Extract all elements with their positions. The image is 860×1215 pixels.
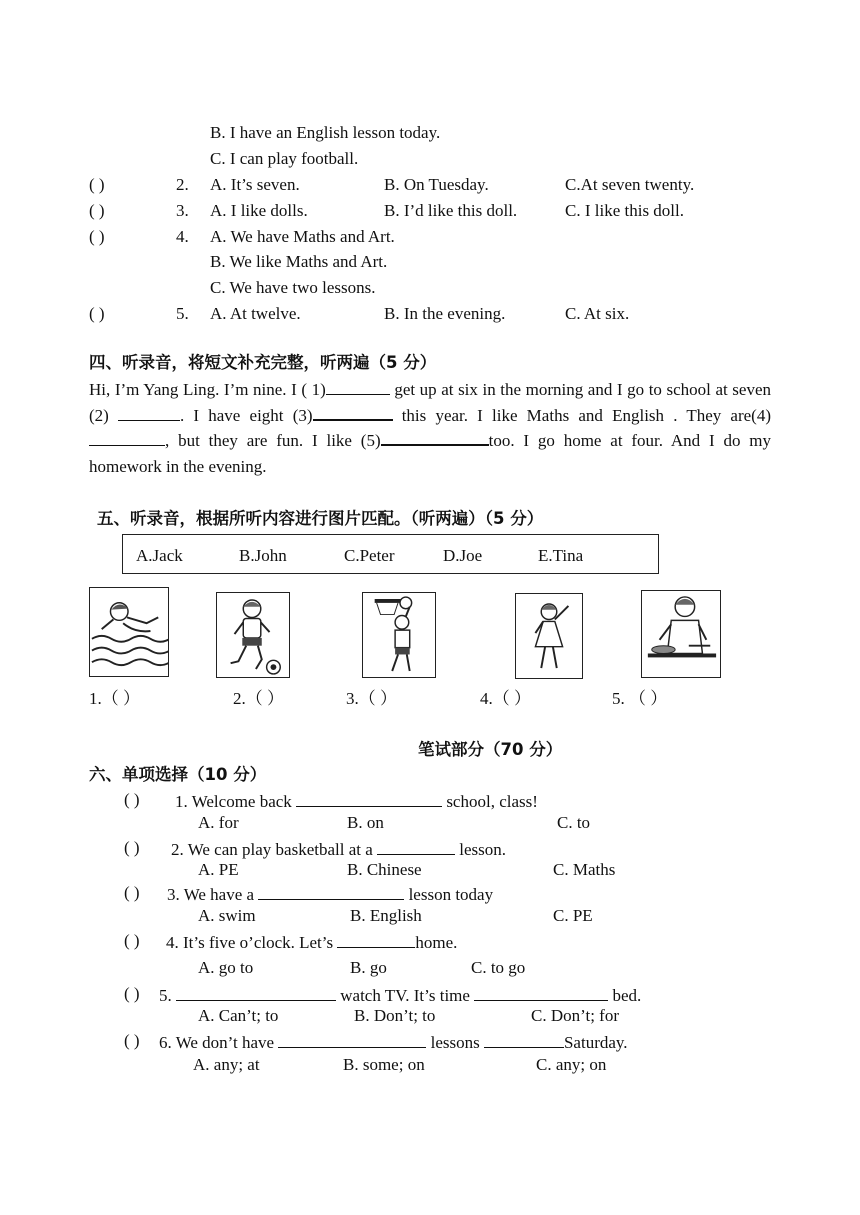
option-c: C.At seven twenty.	[565, 175, 695, 194]
option-a: A. It’s seven.	[210, 175, 300, 194]
answer-paren[interactable]: ( )	[89, 227, 105, 246]
answer-paren[interactable]: ( )	[124, 984, 140, 1003]
option-c: C. We have two lessons.	[210, 278, 376, 297]
section-5-heading: 五、听录音，根据所听内容进行图片匹配。（听两遍）（5 分）	[97, 509, 544, 528]
option-b: B. English	[350, 906, 422, 925]
cloze-text: get up at six in the morning and I go to school at seven (2)	[89, 380, 771, 425]
option-c: C. I like this doll.	[565, 201, 684, 220]
option-a: A. swim	[198, 906, 256, 925]
option-b: B. some; on	[343, 1055, 425, 1074]
option-a: A. for	[198, 813, 239, 832]
question-stem	[167, 883, 493, 905]
answer-paren[interactable]: ( )	[89, 304, 105, 323]
question-stem	[166, 931, 457, 953]
question-number: 4.	[176, 227, 189, 246]
option-a: A. Can’t; to	[198, 1006, 279, 1025]
q1-option-c: C. I can play football.	[210, 149, 359, 168]
stem-text: Saturday.	[563, 1033, 628, 1052]
option-c: C. At six.	[565, 304, 630, 323]
blank[interactable]	[176, 984, 336, 1001]
picture-answer-label[interactable]: 1.（ ）	[89, 689, 140, 708]
basketball-boy-icon	[362, 592, 436, 678]
answer-paren[interactable]: ( )	[124, 790, 140, 809]
blank-3[interactable]	[313, 403, 393, 421]
name-option: C.Peter	[344, 546, 395, 565]
stem-text: 5.	[159, 986, 176, 1005]
cloze-text: too. I go home at four. And I do my homework in the evening.	[89, 431, 771, 477]
answer-paren[interactable]: ( )	[124, 1031, 140, 1050]
option-b: B. Don’t; to	[354, 1006, 436, 1025]
name-option: A.Jack	[136, 546, 183, 565]
section-4-heading: 四、听录音，将短文补充完整，听两遍（5 分）	[89, 353, 437, 372]
stem-text: school, class!	[442, 792, 538, 811]
blank-1[interactable]	[326, 378, 390, 395]
written-part-title: 笔试部分（70 分）	[418, 740, 563, 759]
stem-text: 1. Welcome back	[175, 792, 297, 811]
cooking-man-icon	[641, 590, 721, 678]
option-a: A. go to	[198, 958, 254, 977]
cloze-text: Hi, I’m Yang Ling. I’m nine. I ( 1)	[89, 380, 326, 399]
swimming-boy-icon	[89, 587, 169, 677]
blank[interactable]	[258, 883, 404, 900]
answer-paren[interactable]: ( )	[124, 883, 140, 902]
option-b: B. I’d like this doll.	[384, 201, 518, 220]
question-stem	[159, 984, 641, 1006]
blank[interactable]	[484, 1031, 564, 1048]
option-c: C. Maths	[553, 860, 616, 879]
option-a: A. PE	[198, 860, 239, 879]
stem-text: 6. We don’t have	[159, 1033, 279, 1052]
answer-paren[interactable]: ( )	[124, 838, 140, 857]
picture-answer-label[interactable]: 2.（ ）	[233, 689, 284, 708]
option-b: B. On Tuesday.	[384, 175, 489, 194]
q1-option-b: B. I have an English lesson today.	[210, 123, 441, 142]
option-c: C. to go	[471, 958, 526, 977]
question-stem	[175, 790, 538, 812]
cloze-text: . I have eight (3)	[180, 405, 313, 425]
name-option: B.John	[239, 546, 287, 565]
option-a: A. any; at	[193, 1055, 260, 1074]
option-a: A. We have Maths and Art.	[210, 227, 395, 246]
option-b: B. We like Maths and Art.	[210, 252, 388, 271]
question-number: 5.	[176, 304, 189, 323]
dancing-girl-icon	[515, 593, 583, 679]
option-a: A. I like dolls.	[210, 201, 308, 220]
stem-text: 3. We have a	[167, 885, 259, 904]
stem-text: lesson.	[455, 840, 507, 859]
answer-paren[interactable]: ( )	[89, 175, 105, 194]
answer-paren[interactable]: ( )	[124, 931, 140, 950]
question-stem	[171, 838, 506, 860]
cloze-text: , but they are fun. I like (5)	[165, 431, 381, 451]
stem-text: bed.	[608, 986, 642, 1005]
blank-4[interactable]	[89, 429, 165, 446]
stem-text: 4. It’s five o’clock. Let’s	[166, 933, 338, 952]
football-boy-icon	[216, 592, 290, 678]
stem-text: home.	[415, 933, 458, 952]
picture-answer-label[interactable]: 3.（ ）	[346, 689, 397, 708]
option-b: B. Chinese	[347, 860, 422, 879]
name-option: E.Tina	[538, 546, 584, 565]
picture-answer-label[interactable]: 4.（ ）	[480, 689, 531, 708]
option-b: B. go	[350, 958, 387, 977]
question-stem	[159, 1031, 628, 1053]
question-number: 3.	[176, 201, 189, 220]
name-option: D.Joe	[443, 546, 483, 565]
section-6-heading: 六、单项选择（10 分）	[89, 765, 267, 784]
blank-2[interactable]	[118, 404, 180, 421]
blank[interactable]	[474, 984, 608, 1001]
answer-paren[interactable]: ( )	[89, 201, 105, 220]
blank[interactable]	[377, 838, 455, 855]
cloze-text: this year. I like Maths and English . They are(4)	[392, 405, 771, 425]
blank[interactable]	[278, 1031, 426, 1048]
blank[interactable]	[296, 790, 442, 807]
stem-text: lessons	[426, 1033, 484, 1052]
option-c: C. any; on	[536, 1055, 607, 1074]
option-c: C. PE	[553, 906, 593, 925]
stem-text: 2. We can play basketball at a	[171, 840, 378, 859]
option-b: B. In the evening.	[384, 304, 506, 323]
option-c: C. to	[557, 813, 591, 832]
blank-5[interactable]	[381, 428, 489, 446]
option-a: A. At twelve.	[210, 304, 301, 323]
stem-text: watch TV. It’s time	[336, 986, 475, 1005]
option-b: B. on	[347, 813, 384, 832]
cloze-paragraph	[89, 377, 771, 480]
picture-answer-label[interactable]: 5. （ ）	[612, 689, 668, 708]
stem-text: lesson today	[404, 885, 494, 904]
option-c: C. Don’t; for	[531, 1006, 619, 1025]
question-number: 2.	[176, 175, 189, 194]
blank[interactable]	[337, 931, 415, 948]
